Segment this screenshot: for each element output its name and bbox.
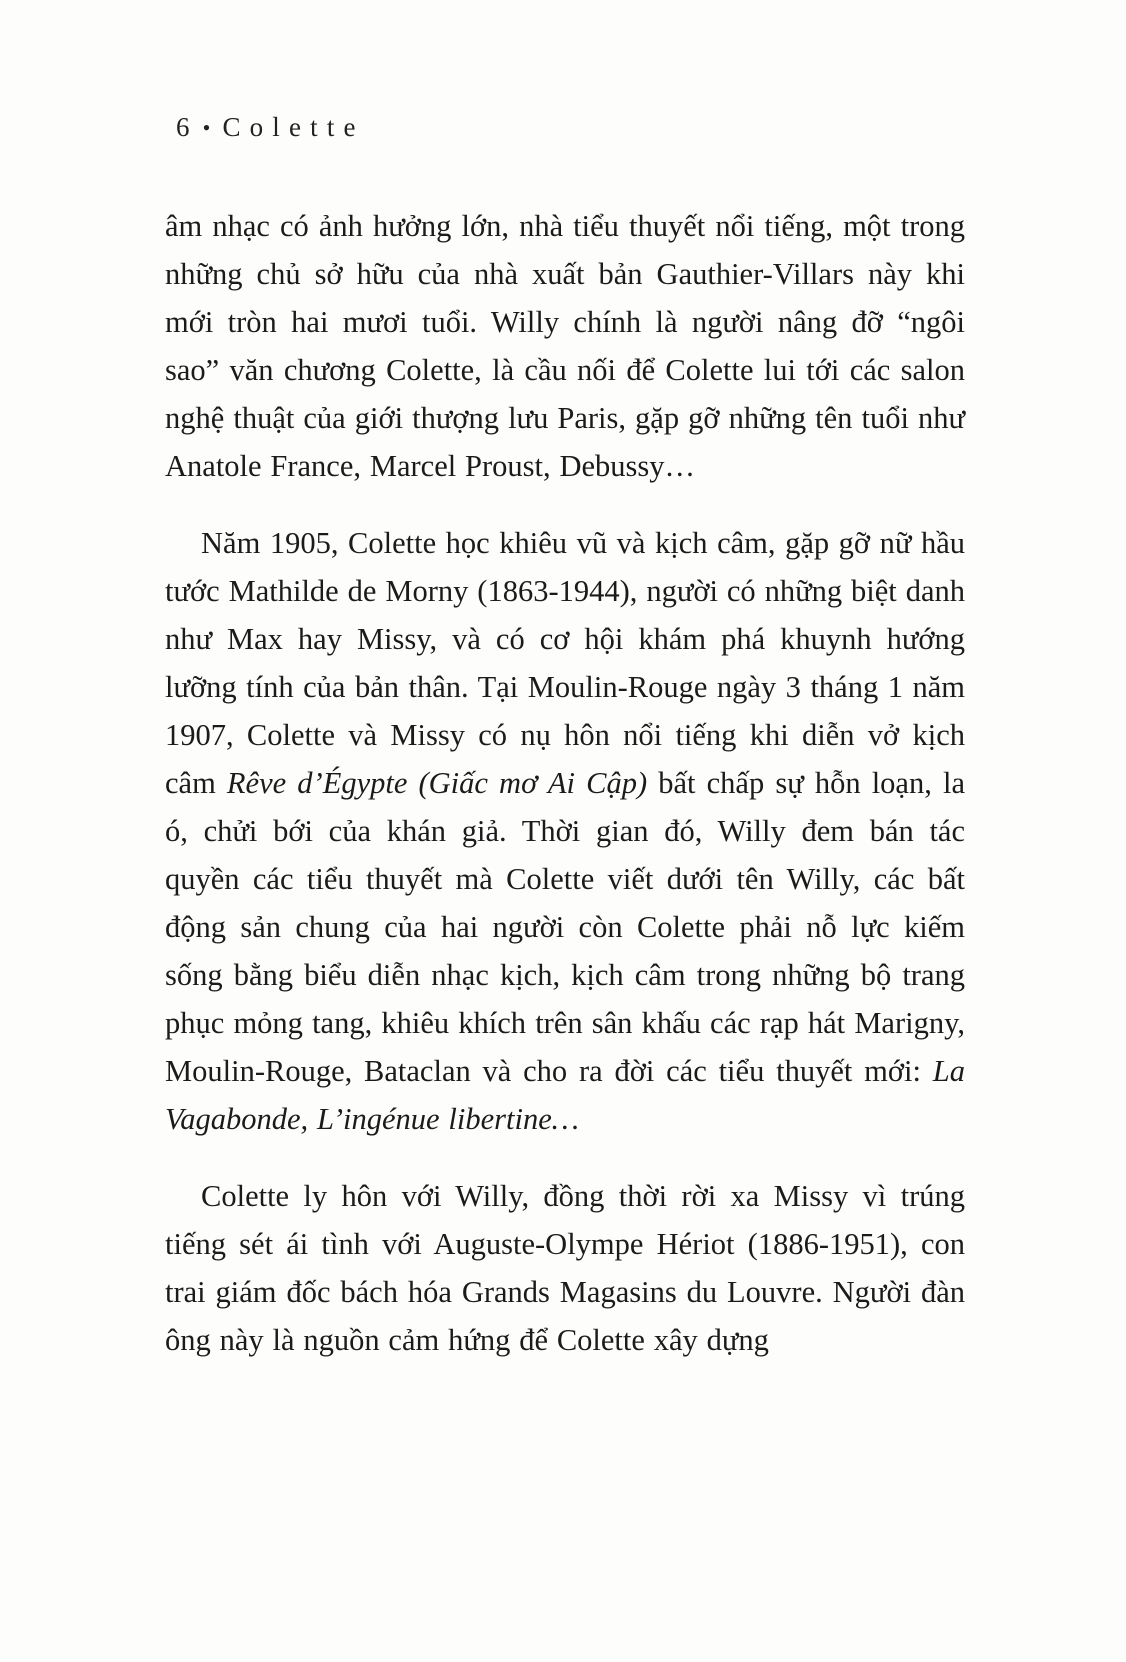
text-block [165, 202, 965, 1364]
italic-text-segment: Rêve d’Égypte (Giấc mơ Ai Cập) [226, 766, 648, 800]
running-header [176, 112, 365, 143]
body-text-segment: Năm 1905, Colette học khiêu vũ và kịch câm, gặp gỡ nữ hầu tước Mathilde de Morny (1863-1944), người có những biệt danh như Max hay Missy, và có cơ hội khám phá khuynh hướng lưỡng tính của bản thân. Tại Moulin-Rouge ngày 3 tháng 1 năm 1907, Colette và Missy có nụ hôn nổi tiếng khi diễn vở kịch câm [165, 526, 965, 800]
page-number: 6 [176, 112, 193, 142]
italic-text-segment: La Vagabonde, L’ingénue libertine… [165, 1054, 965, 1136]
paragraph [165, 1172, 965, 1364]
paragraph [165, 202, 965, 490]
paragraph [165, 519, 965, 1143]
header-bullet-separator: • [202, 115, 211, 140]
body-text-segment: Colette ly hôn với Willy, đồng thời rời xa Missy vì trúng tiếng sét ái tình với Auguste-Olympe Hériot (1886-1951), con trai giám đốc bách hóa Grands Magasins du Louvre. Người đàn ông này là nguồn cảm hứng để Colette xây dựng [165, 1179, 965, 1357]
body-text-segment: âm nhạc có ảnh hưởng lớn, nhà tiểu thuyết nổi tiếng, một trong những chủ sở hữu của nhà xuất bản Gauthier-Villars này khi mới tròn hai mươi tuổi. Willy chính là người nâng đỡ “ngôi sao” văn chương Colette, là cầu nối để Colette lui tới các salon nghệ thuật của giới thượng lưu Paris, gặp gỡ những tên tuổi như Anatole France, Marcel Proust, Debussy… [165, 209, 965, 483]
book-title: Colette [222, 112, 365, 142]
body-text-segment: bất chấp sự hỗn loạn, la ó, chửi bới của khán giả. Thời gian đó, Willy đem bán tác quyền các tiểu thuyết mà Colette viết dưới tên Willy, các bất động sản chung của hai người còn Colette phải nỗ lực kiếm sống bằng biểu diễn nhạc kịch, kịch câm trong những bộ trang phục mỏng tang, khiêu khích trên sân khấu các rạp hát Marigny, Moulin-Rouge, Bataclan và cho ra đời các tiểu thuyết mới: [165, 766, 965, 1088]
